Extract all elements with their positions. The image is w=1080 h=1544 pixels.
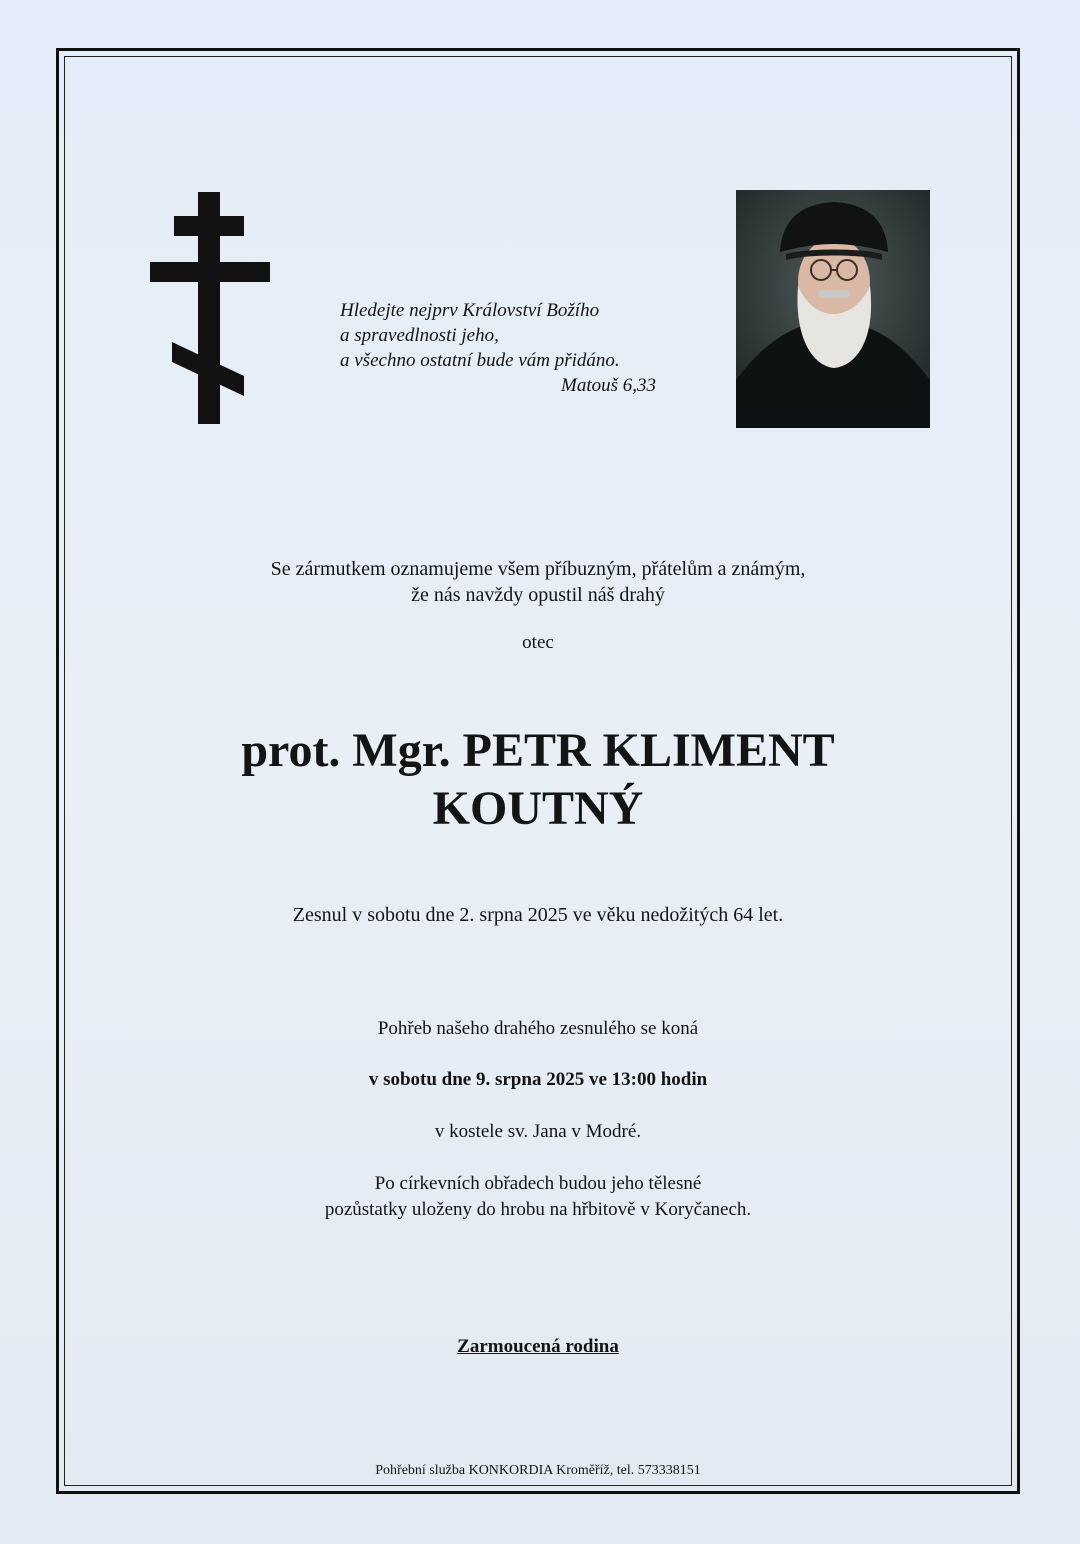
funeral-date: v sobotu dne 9. srpna 2025 ve 13:00 hodin	[368, 1069, 708, 1090]
name-line-2: KOUTNÝ	[432, 782, 644, 835]
death-notice: Zesnul v sobotu dne 2. srpna 2025 ve věku nedožitých 64 let.	[292, 904, 784, 926]
burial-line: pozůstatky uloženy do hrobu na hřbitově v Koryčanech.	[324, 1199, 752, 1220]
deceased-name	[64, 722, 1012, 838]
verse-line: Hledejte nejprv Království Božího	[340, 300, 600, 321]
family-signature: Zarmoucená rodina	[457, 1336, 619, 1357]
burial-line: Po církevních obřadech budou jeho tělesné	[374, 1173, 702, 1194]
verse-reference: Matouš 6,33	[561, 375, 656, 396]
verse-line: a všechno ostatní bude vám přidáno.	[340, 350, 620, 371]
announcement-text	[64, 556, 1012, 608]
announcement-line: že nás navždy opustil náš drahý	[411, 584, 665, 606]
burial-text	[64, 1171, 1012, 1223]
verse-line: a spravedlnosti jeho,	[340, 325, 499, 346]
funeral-place: v kostele sv. Jana v Modré.	[434, 1121, 642, 1142]
funeral-intro: Pohřeb našeho drahého zesnulého se koná	[377, 1018, 699, 1039]
announcement-line: Se zármutkem oznamujeme všem příbuzným, přátelům a známým,	[270, 558, 806, 580]
funeral-service-footer: Pohřební služba KONKORDIA Kroměříž, tel. 573338151	[375, 1463, 701, 1478]
portrait-photo	[736, 190, 930, 428]
bible-verse	[340, 298, 670, 398]
name-line-1: prot. Mgr. PETR KLIMENT	[241, 724, 835, 777]
relation-label: otec	[522, 632, 554, 653]
orthodox-cross-icon	[150, 192, 270, 424]
